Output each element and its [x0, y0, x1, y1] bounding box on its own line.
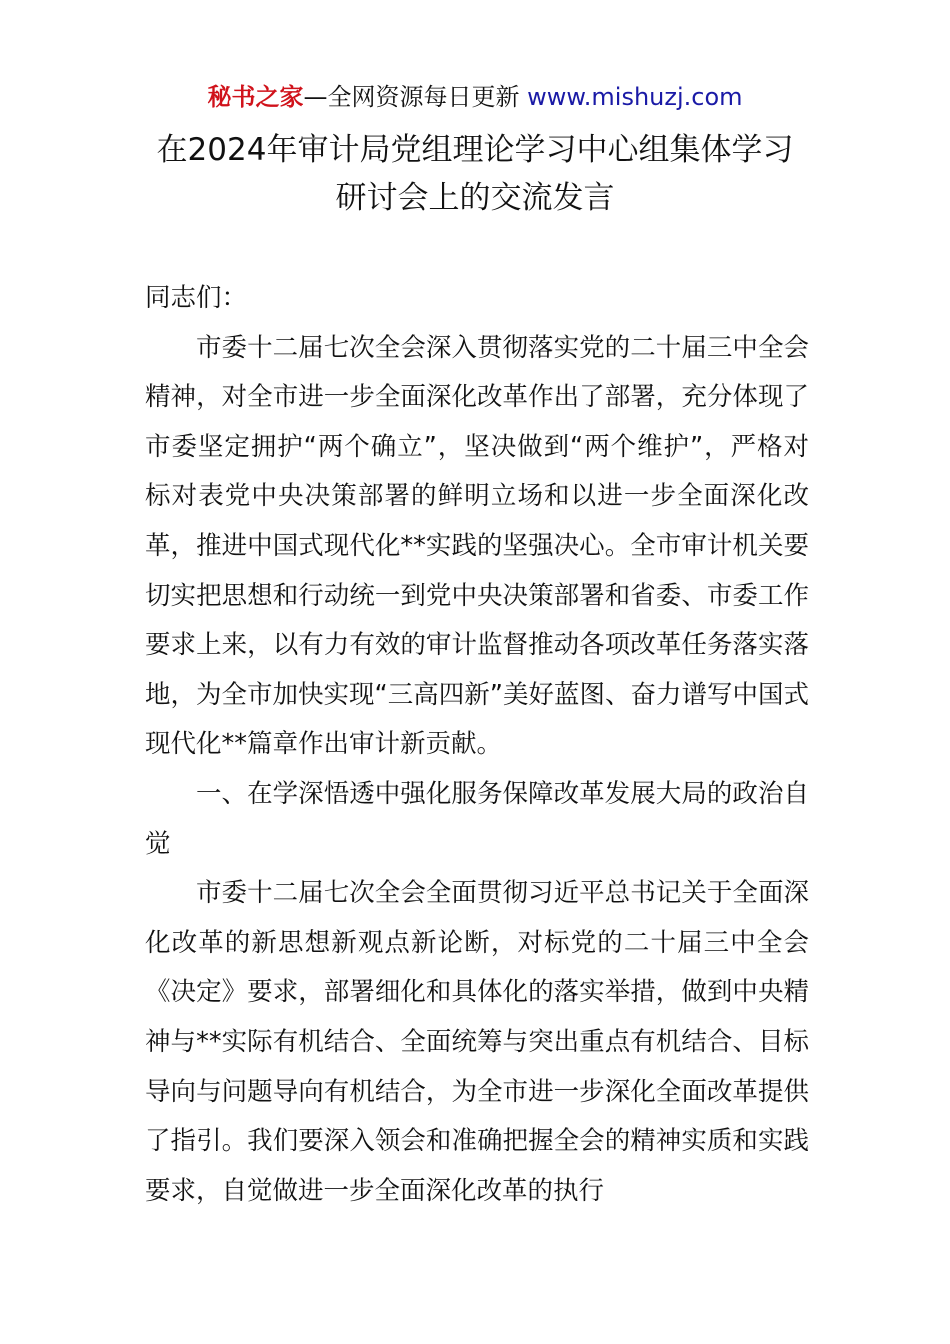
document-body	[145, 274, 809, 1216]
site-url-link[interactable]: www.mishuzj.com	[527, 83, 743, 111]
document-title	[120, 126, 830, 222]
paragraph-intro: 市委十二届七次全会深入贯彻落实党的二十届三中全会精神，对全市进一步全面深化改革作出了部署，充分体现了市委坚定拥护“两个确立”，坚决做到“两个维护”，严格对标对表党中央决策部署的鲜明立场和以进一步全面深化改革，推进中国式现代化**实践的坚强决心。全市审计机关要切实把思想和行动统一到党中央决策部署和省委、市委工作要求上来，以有力有效的审计监督推动各项改革任务落实落地，为全市加快实现“三高四新”美好蓝图、奋力谱写中国式现代化**篇章作出审计新贡献。	[145, 332, 809, 760]
site-brand: 秘书之家	[207, 83, 304, 111]
section-heading-1: 一、在学深悟透中强化服务保障改革发展大局的政治自觉	[145, 778, 809, 859]
salutation: 同志们：	[145, 283, 248, 313]
site-banner	[0, 80, 950, 114]
paragraph-section-1: 市委十二届七次全会全面贯彻习近平总书记关于全面深化改革的新思想新观点新论断，对标党的二十届三中全会《决定》要求，部署细化和具体化的落实举措，做到中央精神与**实际有机结合、全面统筹与突出重点有机结合、目标导向与问题导向有机结合，为全市进一步深化全面改革提供了指引。我们要深入领会和准确把握全会的精神实质和实践要求，自觉做进一步全面深化改革的执行	[145, 878, 809, 1206]
title-line-1: 在2024年审计局党组理论学习中心组集体学习	[156, 132, 794, 168]
title-line-2: 研讨会上的交流发言	[335, 180, 615, 216]
site-tagline: —全网资源每日更新	[303, 83, 528, 111]
